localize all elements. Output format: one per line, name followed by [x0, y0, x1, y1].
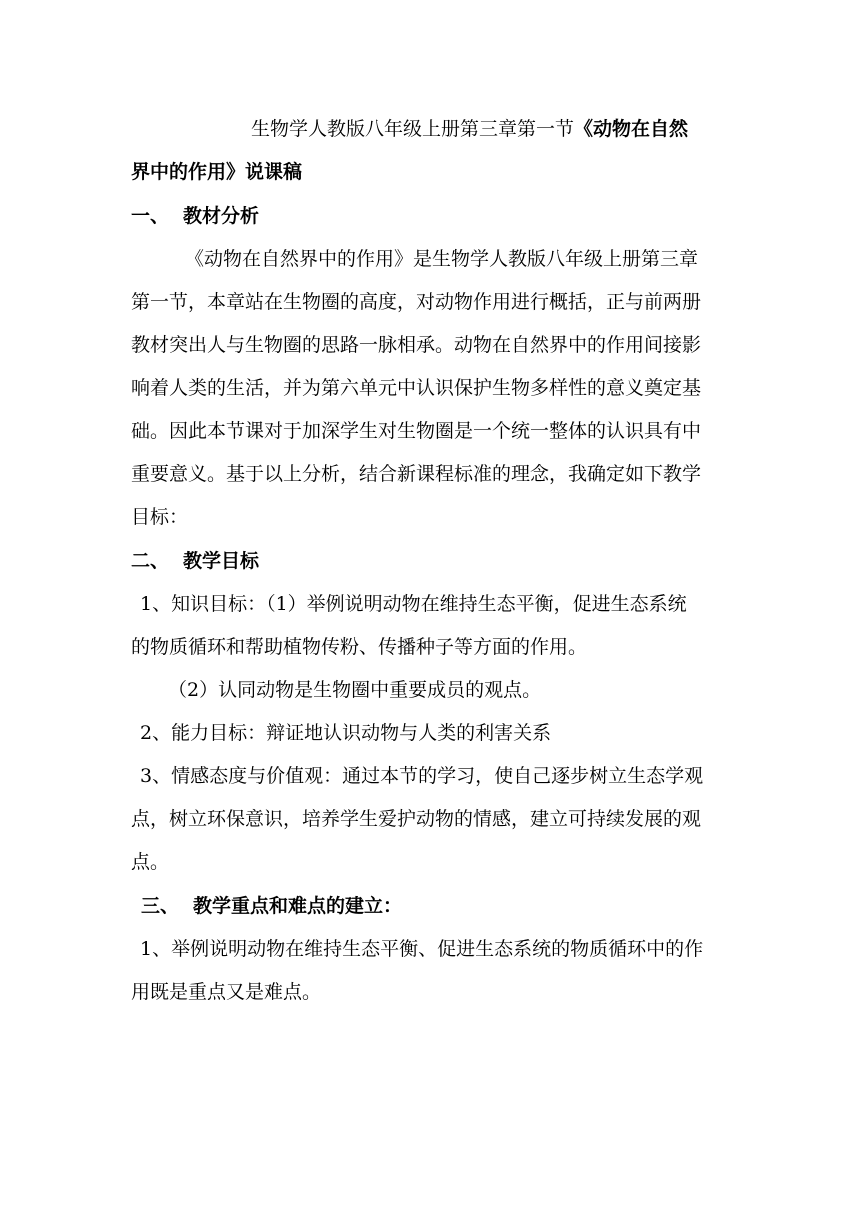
goal-2-line: 2、能力目标：辩证地认识动物与人类的利害关系 [140, 722, 552, 744]
goal-3-line: 点。 [131, 851, 170, 873]
paragraph-line: 目标： [131, 506, 189, 528]
goal-1-sub-item: （2）认同动物是生物圈中重要成员的观点。 [168, 679, 542, 701]
paragraph-line: 《动物在自然界中的作用》是生物学人教版八年级上册第三章 [185, 248, 699, 270]
section-1-paragraph [131, 238, 731, 539]
goal-1-line: 的物质循环和帮助植物传粉、传播种子等方面的作用。 [131, 636, 588, 658]
section-2-number: 二、 [131, 550, 170, 572]
section-3-heading [131, 884, 731, 928]
point-1-line: 1、举例说明动物在维持生态平衡、促进生态系统的物质循环中的作 [140, 938, 704, 960]
paragraph-line: 础。因此本节课对于加深学生对生物圈是一个统一整体的认识具有中 [131, 420, 702, 442]
section-3-number: 三、 [141, 895, 180, 917]
section-2-title: 教学目标 [183, 550, 260, 572]
goal-1-line: 1、知识目标：（1）举例说明动物在维持生态平衡，促进生态系统 [140, 593, 687, 615]
section-2-content [131, 583, 731, 884]
paragraph-line: 第一节，本章站在生物圈的高度，对动物作用进行概括，正与前两册 [131, 291, 702, 313]
document-title-line-2: 界中的作用》说课稿 [131, 161, 303, 183]
section-1-heading [131, 194, 731, 238]
goal-3-line: 3、情感态度与价值观：通过本节的学习，使自己逐步树立生态学观 [140, 765, 704, 787]
document-title-line-1 [131, 108, 731, 151]
paragraph-line: 教材突出人与生物圈的思路一脉相承。动物在自然界中的作用间接影 [131, 334, 702, 356]
section-1-number: 一、 [131, 205, 170, 227]
section-3-content [131, 928, 731, 1014]
section-1-title: 教材分析 [183, 205, 260, 227]
paragraph-line: 重要意义。基于以上分析，结合新课程标准的理念，我确定如下教学 [131, 463, 702, 485]
title-bold-text: 《动物在自然 [574, 118, 689, 140]
goal-3-line: 点，树立环保意识，培养学生爱护动物的情感，建立可持续发展的观 [131, 808, 702, 830]
point-1-line: 用既是重点又是难点。 [131, 981, 322, 1003]
title-plain-text: 生物学人教版八年级上册第三章第一节 [251, 118, 575, 140]
paragraph-line: 响着人类的生活，并为第六单元中认识保护生物多样性的意义奠定基 [131, 377, 702, 399]
section-3-title: 教学重点和难点的建立： [193, 895, 403, 917]
document-page [131, 108, 731, 1014]
section-2-heading [131, 539, 731, 583]
